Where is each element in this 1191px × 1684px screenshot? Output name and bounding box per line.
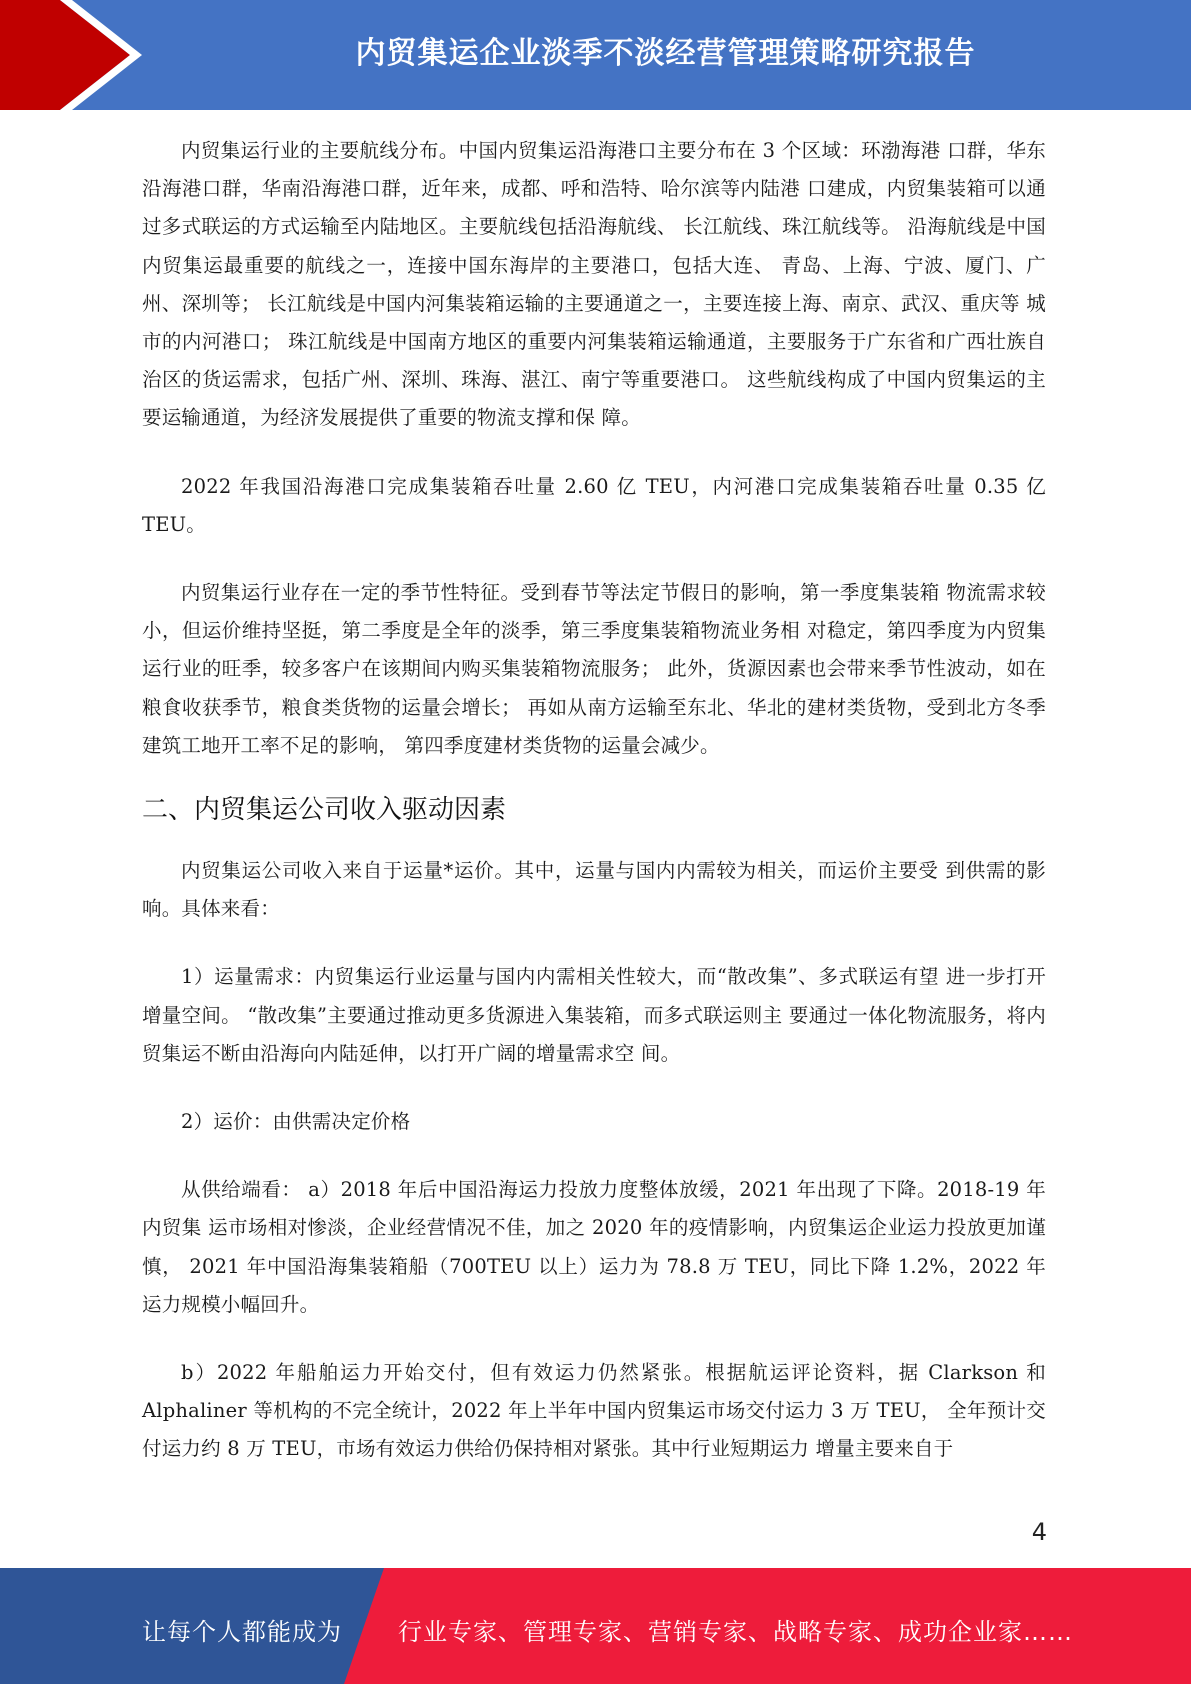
paragraph-supply-b: b）2022 年船舶运力开始交付，但有效运力仍然紧张。根据航运评论资料，据 Clarkson 和 Alphaliner 等机构的不完全统计，2022 年上半年中国内贸集运市场交付运力 3 万 TEU， 全年预计交付运力约 8 万 TEU，市场有效运力供给仍保持相对紧张。其中行业短期运力 增量主要来自于	[142, 1361, 1046, 1461]
footer-slogan-left: 让每个人都能成为	[142, 1618, 342, 1646]
paragraph-revenue-intro: 内贸集运公司收入来自于运量*运价。其中，运量与国内内需较为相关，而运价主要受 到供需的影响。具体来看：	[142, 859, 1046, 921]
paragraph-freight-rate: 2）运价：由供需决定价格	[181, 1110, 411, 1134]
paragraph-volume-demand: 1）运量需求：内贸集运行业运量与国内内需相关性较大，而“散改集”、多式联运有望 进一步打开增量空间。 “散改集”主要通过推动更多货源进入集装箱，而多式联运则主 要通过一体化物流服务，将内贸集运不断由沿海向内陆延伸，以打开广阔的增量需求空 间。	[142, 965, 1046, 1065]
section-heading: 二、内贸集运公司收入驱动因素	[142, 795, 507, 826]
page-footer	[0, 1568, 1191, 1684]
paragraph-supply-a: 从供给端看： a）2018 年后中国沿海运力投放力度整体放缓，2021 年出现了下降。2018-19 年内贸集 运市场相对惨淡，企业经营情况不佳，加之 2020 年的疫情影响，内贸集运企业运力投放更加谨慎， 2021 年中国沿海集装箱船（700TEU 以上）运力为 78.8 万 TEU，同比下降 1.2%，2022 年运力规模小幅回升。	[142, 1178, 1046, 1316]
footer-slogan-right: 行业专家、管理专家、营销专家、战略专家、成功企业家……	[398, 1618, 1073, 1646]
document-body	[142, 132, 1046, 1469]
header-title: 内贸集运企业淡季不淡经营管理策略研究报告	[355, 36, 976, 71]
paragraph-seasonality: 内贸集运行业存在一定的季节性特征。受到春节等法定节假日的影响，第一季度集装箱 物流需求较小，但运价维持坚挺，第二季度是全年的淡季，第三季度集装箱物流业务相 对稳定，第四季度为内贸集运行业的旺季，较多客户在该期间内购买集装箱物流服务； 此外，货源因素也会带来季节性波动，如在粮食收获季节，粮食类货物的运量会增长； 再如从南方运输至东北、华北的建材类货物，受到北方冬季建筑工地开工率不足的影响， 第四季度建材类货物的运量会减少。	[142, 581, 1046, 757]
paragraph-shipping-routes: 内贸集运行业的主要航线分布。中国内贸集运沿海港口主要分布在 3 个区域：环渤海港 口群，华东沿海港口群，华南沿海港口群，近年来，成都、呼和浩特、哈尔滨等内陆港 口建成，内贸集装箱可以通过多式联运的方式运输至内陆地区。主要航线包括沿海航线、 长江航线、珠江航线等。 沿海航线是中国内贸集运最重要的航线之一，连接中国东海岸的主要港口，包括大连、 青岛、上海、宁波、厦门、广州、深圳等； 长江航线是中国内河集装箱运输的主要通道之一，主要连接上海、南京、武汉、重庆等 城市的内河港口； 珠江航线是中国南方地区的重要内河集装箱运输通道，主要服务于广东省和广西壮族自 治区的货运需求，包括广州、深圳、珠海、湛江、南宁等重要港口。 这些航线构成了中国内贸集运的主要运输通道，为经济发展提供了重要的物流支撑和保 障。	[142, 139, 1046, 430]
paragraph-port-throughput: 2022 年我国沿海港口完成集装箱吞吐量 2.60 亿 TEU，内河港口完成集装箱吞吐量 0.35 亿 TEU。	[142, 474, 1046, 536]
page-number: 4	[1031, 1518, 1047, 1546]
page-header	[0, 0, 1191, 110]
header-chevron-decoration	[0, 0, 150, 110]
chevron-red-shape	[0, 0, 130, 110]
